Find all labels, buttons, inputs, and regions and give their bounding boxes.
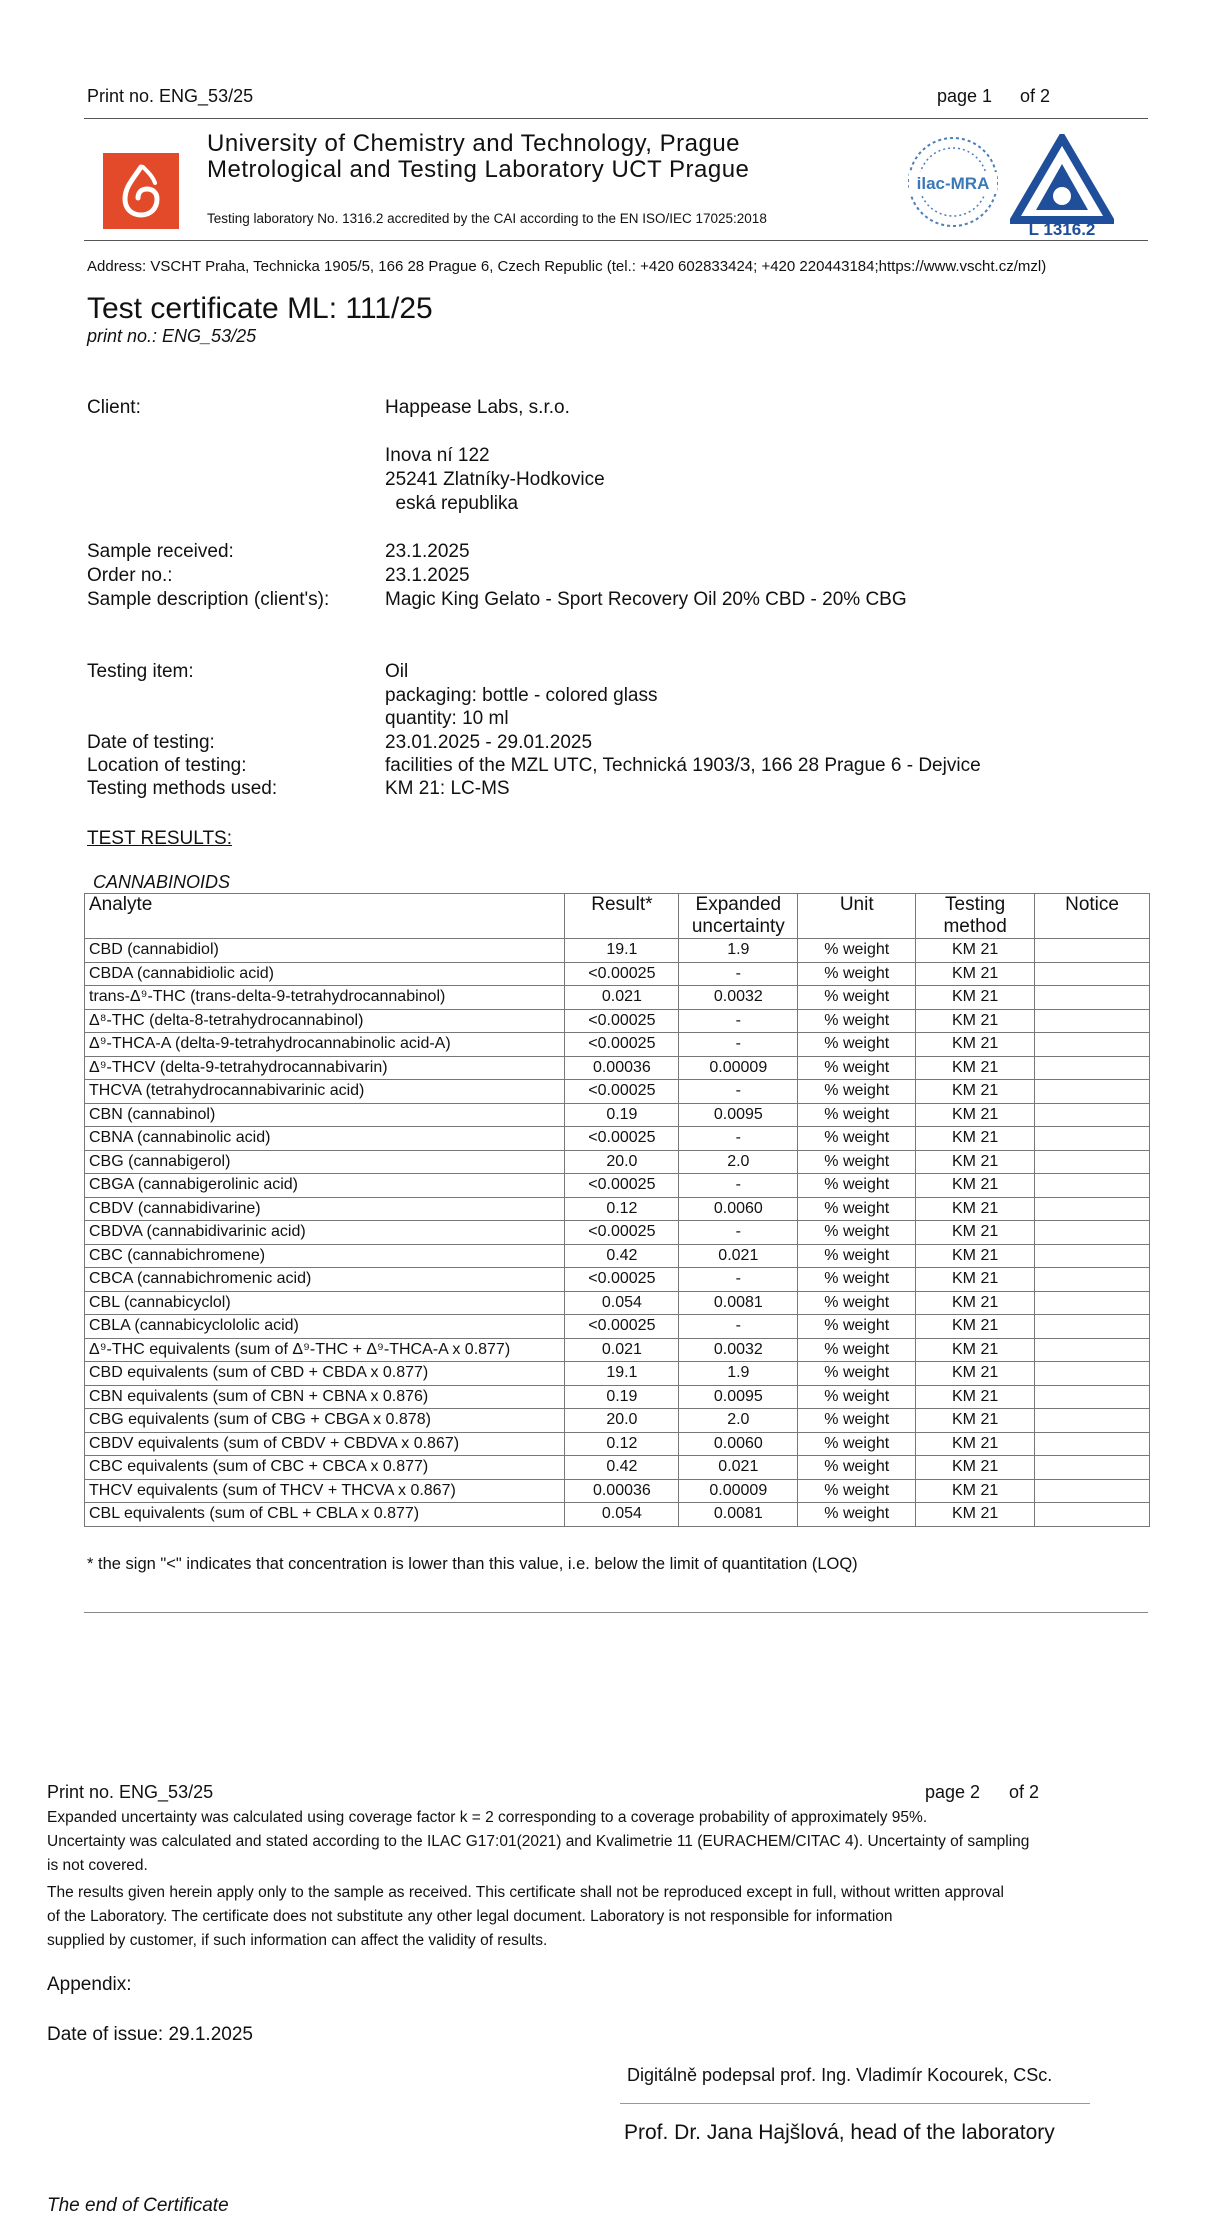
uncertainty-standard-note: Uncertainty was calculated and stated according to the ILAC G17:01(2021) and Kvalimetrie 11 (EURACHEM/CITAC 4). Uncertainty of sampling <box>47 1833 1030 1850</box>
result-cell: 0.00036 <box>565 1056 679 1080</box>
unit-cell: % weight <box>798 1221 916 1245</box>
uncertainty-cell: 1.9 <box>679 939 798 963</box>
method-cell: KM 21 <box>916 1244 1035 1268</box>
result-cell: 20.0 <box>565 1409 679 1433</box>
notice-cell <box>1035 1456 1150 1480</box>
lab-address: Address: VSCHT Praha, Technicka 1905/5, 166 28 Prague 6, Czech Republic (tel.: +420 602833424; +420 220443184;https://www.vscht.cz/mzl) <box>87 258 1047 275</box>
notice-cell <box>1035 1127 1150 1151</box>
table-row <box>85 1150 1150 1174</box>
unit-cell: % weight <box>798 1362 916 1386</box>
svg-text:L 1316.2: L 1316.2 <box>1028 220 1096 238</box>
date-of-issue: Date of issue: 29.1.2025 <box>47 2024 253 2045</box>
unit-cell: % weight <box>798 1080 916 1104</box>
table-row <box>85 1127 1150 1151</box>
notice-cell <box>1035 939 1150 963</box>
sample-received-label: Sample received: <box>87 541 234 562</box>
page1-bottom-rule <box>84 1612 1148 1613</box>
table-row <box>85 962 1150 986</box>
uncertainty-cell: - <box>679 1315 798 1339</box>
client-label: Client: <box>87 397 141 418</box>
unit-cell: % weight <box>798 1268 916 1292</box>
uncertainty-cell: 0.0095 <box>679 1103 798 1127</box>
signatory-name: Prof. Dr. Jana Hajšlová, head of the laboratory <box>624 2121 1055 2144</box>
notice-cell <box>1035 1150 1150 1174</box>
table-row <box>85 1033 1150 1057</box>
table-row <box>85 1291 1150 1315</box>
unit-cell: % weight <box>798 986 916 1010</box>
methods-label: Testing methods used: <box>87 778 278 799</box>
analyte-cell: CBG equivalents (sum of CBG + CBGA x 0.878) <box>85 1409 565 1433</box>
analyte-cell: CBLA (cannabicyclololic acid) <box>85 1315 565 1339</box>
table-row <box>85 1456 1150 1480</box>
result-cell: 0.42 <box>565 1456 679 1480</box>
result-cell: <0.00025 <box>565 1315 679 1339</box>
method-cell: KM 21 <box>916 1432 1035 1456</box>
analyte-cell: CBN equivalents (sum of CBN + CBNA x 0.876) <box>85 1385 565 1409</box>
method-cell: KM 21 <box>916 1362 1035 1386</box>
result-cell: 0.12 <box>565 1197 679 1221</box>
header-bottom-rule <box>84 240 1148 241</box>
table-row <box>85 1103 1150 1127</box>
page-count: of 2 <box>1020 86 1051 106</box>
uncertainty-cell: 2.0 <box>679 1150 798 1174</box>
method-cell: KM 21 <box>916 1174 1035 1198</box>
notice-cell <box>1035 986 1150 1010</box>
accreditation-text: Testing laboratory No. 1316.2 accredited by the CAI according to the EN ISO/IEC 17025:2018 <box>207 211 767 226</box>
result-cell: <0.00025 <box>565 962 679 986</box>
analyte-cell: Δ⁹-THCA-A (delta-9-tetrahydrocannabinolic acid-A) <box>85 1033 565 1057</box>
methods-value: KM 21: LC-MS <box>385 778 510 799</box>
table-row <box>85 1338 1150 1362</box>
laboratory-name: Metrological and Testing Laboratory UCT Prague <box>207 156 750 183</box>
results-header-row <box>85 894 1150 939</box>
result-cell: 20.0 <box>565 1150 679 1174</box>
unit-cell: % weight <box>798 1291 916 1315</box>
page2-print-number: Print no. ENG_53/25 <box>47 1782 214 1802</box>
method-cell: KM 21 <box>916 1056 1035 1080</box>
analyte-cell: CBDV equivalents (sum of CBDV + CBDVA x 0.867) <box>85 1432 565 1456</box>
table-row <box>85 1479 1150 1503</box>
analyte-cell: CBG (cannabigerol) <box>85 1150 565 1174</box>
method-cell: KM 21 <box>916 1291 1035 1315</box>
column-header-uncertainty: Expanded uncertainty <box>679 894 798 939</box>
uncertainty-cell: 2.0 <box>679 1409 798 1433</box>
packaging-value: packaging: bottle - colored glass <box>385 685 658 706</box>
notice-cell <box>1035 1009 1150 1033</box>
table-row <box>85 1009 1150 1033</box>
column-header-result: Result* <box>565 894 679 939</box>
date-of-testing-label: Date of testing: <box>87 732 215 753</box>
table-row <box>85 1080 1150 1104</box>
page-number: page 1 <box>937 86 993 106</box>
table-row <box>85 1268 1150 1292</box>
analyte-cell: CBC equivalents (sum of CBC + CBCA x 0.877) <box>85 1456 565 1480</box>
method-cell: KM 21 <box>916 1385 1035 1409</box>
testing-item-label: Testing item: <box>87 661 194 682</box>
table-row <box>85 1409 1150 1433</box>
ilac-mra-logo <box>905 134 1001 230</box>
table-row <box>85 1503 1150 1527</box>
notice-cell <box>1035 1503 1150 1527</box>
sample-description-label: Sample description (client's): <box>87 589 330 610</box>
analyte-cell: Δ⁹-THC equivalents (sum of Δ⁹-THC + Δ⁹-THCA-A x 0.877) <box>85 1338 565 1362</box>
notice-cell <box>1035 1033 1150 1057</box>
result-cell: <0.00025 <box>565 1221 679 1245</box>
method-cell: KM 21 <box>916 1338 1035 1362</box>
uncertainty-cell: 0.0060 <box>679 1197 798 1221</box>
result-cell: 0.12 <box>565 1432 679 1456</box>
notice-cell <box>1035 1103 1150 1127</box>
analyte-cell: CBD (cannabidiol) <box>85 939 565 963</box>
table-row <box>85 1362 1150 1386</box>
notice-cell <box>1035 1080 1150 1104</box>
analyte-cell: CBNA (cannabinolic acid) <box>85 1127 565 1151</box>
unit-cell: % weight <box>798 1244 916 1268</box>
test-results-heading: TEST RESULTS: <box>87 828 232 849</box>
analyte-cell: CBCA (cannabichromenic acid) <box>85 1268 565 1292</box>
notice-cell <box>1035 1315 1150 1339</box>
uncertainty-cell: - <box>679 1174 798 1198</box>
analyte-cell: CBDA (cannabidiolic acid) <box>85 962 565 986</box>
client-name: Happease Labs, s.r.o. <box>385 397 570 418</box>
unit-cell: % weight <box>798 1479 916 1503</box>
result-cell: <0.00025 <box>565 1268 679 1292</box>
unit-cell: % weight <box>798 1033 916 1057</box>
notice-cell <box>1035 962 1150 986</box>
method-cell: KM 21 <box>916 939 1035 963</box>
page2-page-count: of 2 <box>1009 1782 1040 1802</box>
method-cell: KM 21 <box>916 1315 1035 1339</box>
unit-cell: % weight <box>798 1338 916 1362</box>
unit-cell: % weight <box>798 1315 916 1339</box>
notice-cell <box>1035 1432 1150 1456</box>
uncertainty-cell: 0.0032 <box>679 1338 798 1362</box>
results-table <box>84 893 1150 1527</box>
uncertainty-cell: 0.00009 <box>679 1479 798 1503</box>
method-cell: KM 21 <box>916 1103 1035 1127</box>
table-row <box>85 1432 1150 1456</box>
notice-cell <box>1035 1174 1150 1198</box>
unit-cell: % weight <box>798 1409 916 1433</box>
uncertainty-cell: 1.9 <box>679 1362 798 1386</box>
method-cell: KM 21 <box>916 1456 1035 1480</box>
cannabinoids-group-label: CANNABINOIDS <box>93 872 231 892</box>
result-cell: <0.00025 <box>565 1174 679 1198</box>
uncertainty-cell: 0.0060 <box>679 1432 798 1456</box>
result-cell: 0.054 <box>565 1503 679 1527</box>
unit-cell: % weight <box>798 939 916 963</box>
table-row <box>85 1315 1150 1339</box>
result-cell: 0.19 <box>565 1103 679 1127</box>
result-cell: 0.42 <box>565 1244 679 1268</box>
analyte-cell: THCV equivalents (sum of THCV + THCVA x 0.867) <box>85 1479 565 1503</box>
analyte-cell: CBD equivalents (sum of CBD + CBDA x 0.877) <box>85 1362 565 1386</box>
uncertainty-cell: - <box>679 962 798 986</box>
sampling-note: is not covered. <box>47 1857 148 1874</box>
page2-page-number: page 2 <box>925 1782 981 1802</box>
method-cell: KM 21 <box>916 986 1035 1010</box>
cai-accreditation-logo <box>1010 134 1114 238</box>
testing-item-value: Oil <box>385 661 409 682</box>
method-cell: KM 21 <box>916 1479 1035 1503</box>
signature-line <box>620 2103 1090 2104</box>
method-cell: KM 21 <box>916 1127 1035 1151</box>
method-cell: KM 21 <box>916 1503 1035 1527</box>
analyte-cell: CBL (cannabicyclol) <box>85 1291 565 1315</box>
result-cell: 0.00036 <box>565 1479 679 1503</box>
date-of-testing-value: 23.01.2025 - 29.01.2025 <box>385 732 593 753</box>
uncertainty-cell: 0.0081 <box>679 1503 798 1527</box>
notice-cell <box>1035 1197 1150 1221</box>
loq-footnote: * the sign "<" indicates that concentration is lower than this value, i.e. below the limit of quantitation (LOQ) <box>87 1555 858 1573</box>
disclaimer-line-2: of the Laboratory. The certificate does not substitute any other legal document. Laboratory is not responsible for information <box>47 1908 893 1925</box>
unit-cell: % weight <box>798 1503 916 1527</box>
notice-cell <box>1035 1385 1150 1409</box>
table-row <box>85 1197 1150 1221</box>
analyte-cell: THCVA (tetrahydrocannabivarinic acid) <box>85 1080 565 1104</box>
result-cell: 19.1 <box>565 939 679 963</box>
notice-cell <box>1035 1362 1150 1386</box>
method-cell: KM 21 <box>916 1080 1035 1104</box>
results-body <box>85 939 1150 1527</box>
quantity-value: quantity: 10 ml <box>385 708 509 729</box>
notice-cell <box>1035 1221 1150 1245</box>
table-row <box>85 1174 1150 1198</box>
table-row <box>85 1244 1150 1268</box>
method-cell: KM 21 <box>916 1221 1035 1245</box>
method-cell: KM 21 <box>916 1033 1035 1057</box>
method-cell: KM 21 <box>916 962 1035 986</box>
unit-cell: % weight <box>798 962 916 986</box>
uncertainty-cell: 0.0081 <box>679 1291 798 1315</box>
uncertainty-cell: - <box>679 1033 798 1057</box>
analyte-cell: Δ⁸-THC (delta-8-tetrahydrocannabinol) <box>85 1009 565 1033</box>
result-cell: 0.021 <box>565 986 679 1010</box>
sample-description-value: Magic King Gelato - Sport Recovery Oil 20% CBD - 20% CBG <box>385 589 907 610</box>
location-value: facilities of the MZL UTC, Technická 1903/3, 166 28 Prague 6 - Dejvice <box>385 755 981 776</box>
analyte-cell: CBGA (cannabigerolinic acid) <box>85 1174 565 1198</box>
result-cell: 19.1 <box>565 1362 679 1386</box>
notice-cell <box>1035 1056 1150 1080</box>
analyte-cell: CBDVA (cannabidivarinic acid) <box>85 1221 565 1245</box>
method-cell: KM 21 <box>916 1268 1035 1292</box>
uncertainty-cell: - <box>679 1009 798 1033</box>
uncertainty-cell: 0.0032 <box>679 986 798 1010</box>
uncertainty-cell: - <box>679 1127 798 1151</box>
result-cell: <0.00025 <box>565 1009 679 1033</box>
uncertainty-cell: 0.0095 <box>679 1385 798 1409</box>
column-header-method: Testing method <box>916 894 1035 939</box>
uncertainty-cell: 0.021 <box>679 1244 798 1268</box>
end-of-certificate: The end of Certificate <box>47 2195 229 2216</box>
location-label: Location of testing: <box>87 755 247 776</box>
method-cell: KM 21 <box>916 1409 1035 1433</box>
unit-cell: % weight <box>798 1432 916 1456</box>
table-row <box>85 986 1150 1010</box>
method-cell: KM 21 <box>916 1150 1035 1174</box>
university-name: University of Chemistry and Technology, Prague <box>207 130 741 157</box>
certificate-print-number: print no.: ENG_53/25 <box>87 326 257 346</box>
order-no-label: Order no.: <box>87 565 173 586</box>
disclaimer-line-3: supplied by customer, if such information can affect the validity of results. <box>47 1932 548 1949</box>
analyte-cell: CBL equivalents (sum of CBL + CBLA x 0.877) <box>85 1503 565 1527</box>
unit-cell: % weight <box>798 1150 916 1174</box>
client-address-city: 25241 Zlatníky-Hodkovice <box>385 469 605 490</box>
result-cell: 0.021 <box>565 1338 679 1362</box>
uncertainty-note: Expanded uncertainty was calculated using coverage factor k = 2 corresponding to a coverage probability of approximately 95%. <box>47 1809 928 1826</box>
ucht-logo <box>103 153 179 229</box>
appendix-label: Appendix: <box>47 1974 132 1995</box>
unit-cell: % weight <box>798 1385 916 1409</box>
notice-cell <box>1035 1244 1150 1268</box>
table-row <box>85 1385 1150 1409</box>
uncertainty-cell: - <box>679 1268 798 1292</box>
analyte-cell: trans-Δ⁹-THC (trans-delta-9-tetrahydrocannabinol) <box>85 986 565 1010</box>
analyte-cell: CBC (cannabichromene) <box>85 1244 565 1268</box>
print-number: Print no. ENG_53/25 <box>87 86 254 106</box>
client-address-street: Inova ní 122 <box>385 445 490 466</box>
table-row <box>85 939 1150 963</box>
result-cell: <0.00025 <box>565 1033 679 1057</box>
uncertainty-cell: - <box>679 1080 798 1104</box>
uncertainty-cell: 0.00009 <box>679 1056 798 1080</box>
notice-cell <box>1035 1338 1150 1362</box>
unit-cell: % weight <box>798 1009 916 1033</box>
column-header-analyte: Analyte <box>85 894 565 939</box>
result-cell: 0.054 <box>565 1291 679 1315</box>
notice-cell <box>1035 1409 1150 1433</box>
result-cell: <0.00025 <box>565 1127 679 1151</box>
method-cell: KM 21 <box>916 1197 1035 1221</box>
column-header-unit: Unit <box>798 894 916 939</box>
analyte-cell: CBN (cannabinol) <box>85 1103 565 1127</box>
result-cell: <0.00025 <box>565 1080 679 1104</box>
unit-cell: % weight <box>798 1056 916 1080</box>
notice-cell <box>1035 1479 1150 1503</box>
unit-cell: % weight <box>798 1174 916 1198</box>
notice-cell <box>1035 1291 1150 1315</box>
disclaimer-line-1: The results given herein apply only to the sample as received. This certificate shall not be reproduced except in full, without written approval <box>47 1884 1004 1901</box>
uncertainty-cell: - <box>679 1221 798 1245</box>
unit-cell: % weight <box>798 1103 916 1127</box>
result-cell: 0.19 <box>565 1385 679 1409</box>
table-row <box>85 1056 1150 1080</box>
client-address-country: eská republika <box>385 493 519 514</box>
unit-cell: % weight <box>798 1127 916 1151</box>
order-no-value: 23.1.2025 <box>385 565 470 586</box>
header-rule <box>84 118 1148 119</box>
method-cell: KM 21 <box>916 1009 1035 1033</box>
certificate-title: Test certificate ML: 111/25 <box>87 292 433 325</box>
notice-cell <box>1035 1268 1150 1292</box>
analyte-cell: Δ⁹-THCV (delta-9-tetrahydrocannabivarin) <box>85 1056 565 1080</box>
table-row <box>85 1221 1150 1245</box>
svg-text:ilac-MRA: ilac-MRA <box>916 174 990 193</box>
digital-signature-text: Digitálně podepsal prof. Ing. Vladimír Kocourek, CSc. <box>627 2065 1053 2085</box>
sample-received-value: 23.1.2025 <box>385 541 470 562</box>
column-header-notice: Notice <box>1035 894 1150 939</box>
unit-cell: % weight <box>798 1456 916 1480</box>
uncertainty-cell: 0.021 <box>679 1456 798 1480</box>
unit-cell: % weight <box>798 1197 916 1221</box>
analyte-cell: CBDV (cannabidivarine) <box>85 1197 565 1221</box>
